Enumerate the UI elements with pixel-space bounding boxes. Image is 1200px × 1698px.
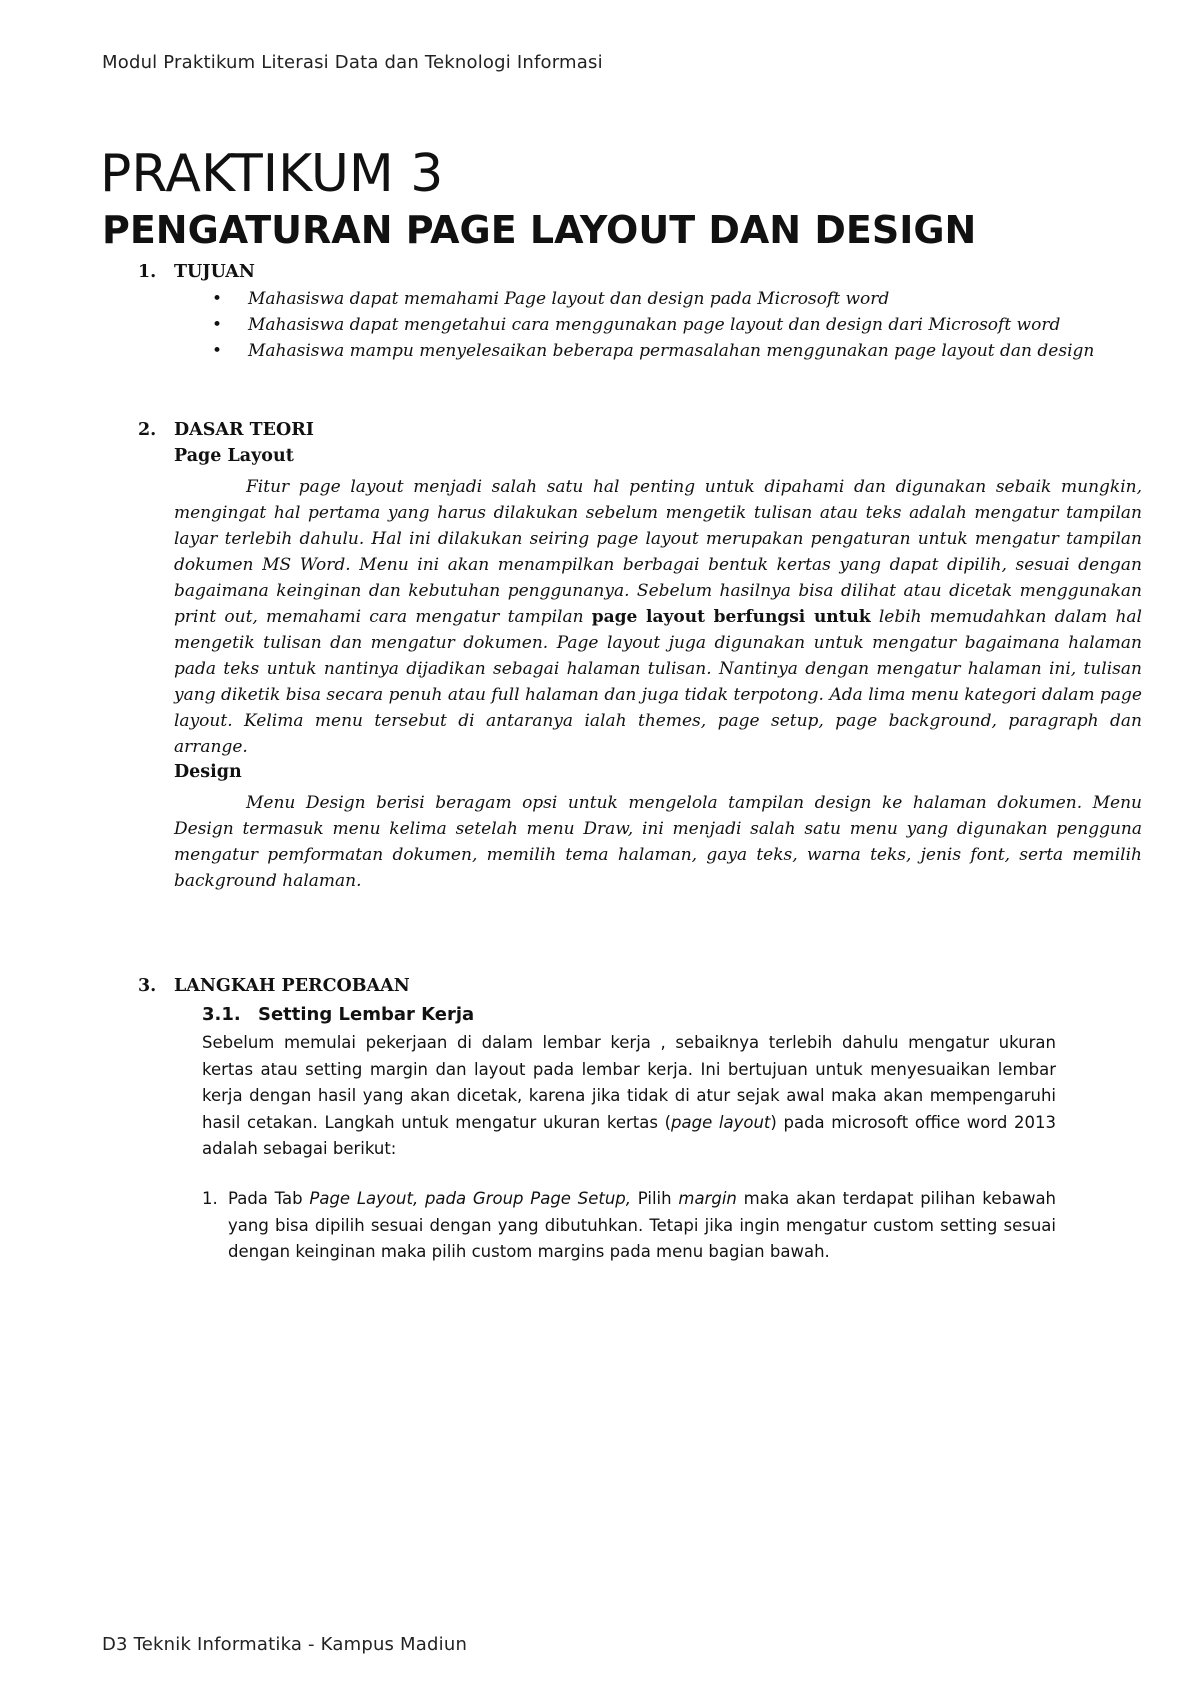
paragraph-page-layout: Fitur page layout menjadi salah satu hal penting untuk dipahami dan digunakan sebaik mungkin, mengingat hal pertama yang harus dilakukan sebelum mengetik tulisan atau teks adalah mengatur tampilan layar terlebih dahulu. Hal ini dilakukan seiring page layout merupakan pengaturan untuk mengatur tampilan dokumen MS Word. Menu ini akan menampilkan berbagai bentuk kertas yang dapat dipilih, sesuai dengan bagaimana keinginan dan kebutuhan penggunanya. Sebelum hasilnya bisa dilihat atau dicetak menggunakan print out, memahami cara mengatur tampilan page layout berfungsi untuk lebih memudahkan dalam hal mengetik tulisan dan mengatur dokumen. Page layout juga digunakan untuk mengatur bagaimana halaman pada teks untuk nantinya dijadikan sebagai halaman tulisan. Nantinya dengan mengatur halaman ini, tulisan yang diketik bisa secara penuh atau full halaman dan juga tidak terpotong. Ada lima menu kategori dalam page layout. Kelima menu tersebut di antaranya ialah themes, page setup, page background, paragraph dan arrange.	[174, 477, 1142, 757]
bullet-icon: •	[212, 315, 223, 335]
list-item: • Mahasiswa dapat mengetahui cara menggunakan page layout dan design dari Microsoft word	[174, 312, 1114, 338]
list-item: 1. Pada Tab Page Layout, pada Group Page Setup, Pilih margin maka akan terdapat pilihan kebawah yang bisa dipilih sesuai dengan yang dibutuhkan. Tetapi jika ingin mengatur custom setting sesuai dengan keinginan maka pilih custom margins pada menu bagian bawah.	[202, 1186, 1056, 1266]
page-header: Modul Praktikum Literasi Data dan Teknologi Informasi	[102, 52, 603, 73]
subsection-heading-setting	[202, 1004, 474, 1025]
section-title: LANGKAH PERCOBAAN	[174, 976, 410, 996]
section-title: TUJUAN	[174, 262, 255, 282]
page-subtitle: PENGATURAN PAGE LAYOUT DAN DESIGN	[102, 208, 977, 252]
tujuan-list	[174, 286, 1114, 364]
section-heading-dasar-teori	[138, 420, 314, 440]
section-heading-langkah	[138, 976, 410, 996]
bullet-icon: •	[212, 341, 223, 361]
list-item: • Mahasiswa mampu menyelesaikan beberapa permasalahan menggunakan page layout dan design	[174, 338, 1114, 364]
paragraph-setting-lembar-kerja: Sebelum memulai pekerjaan di dalam lembar kerja , sebaiknya terlebih dahulu mengatur ukuran kertas atau setting margin dan layout pada lembar kerja. Ini bertujuan untuk menyesuaikan lembar kerja dengan hasil yang akan dicetak, karena jika tidak di atur sejak awal maka akan mempengaruhi hasil cetakan. Langkah untuk mengatur ukuran kertas (page layout) pada microsoft office word 2013 adalah sebagai berikut:	[202, 1033, 1056, 1158]
steps-list	[202, 1186, 1056, 1266]
subsection-number: 3.1.	[202, 1004, 241, 1025]
section-title: DASAR TEORI	[174, 420, 314, 440]
step-number: 1.	[202, 1189, 218, 1208]
list-item: • Mahasiswa dapat memahami Page layout dan design pada Microsoft word	[174, 286, 1114, 312]
page-footer: D3 Teknik Informatika - Kampus Madiun	[102, 1634, 468, 1655]
paragraph-design: Menu Design berisi beragam opsi untuk mengelola tampilan design ke halaman dokumen. Menu Design termasuk menu kelima setelah menu Draw, ini menjadi salah satu menu yang digunakan pengguna mengatur pemformatan dokumen, memilih tema halaman, gaya teks, warna teks, jenis font, serta memilih background halaman.	[174, 793, 1142, 891]
subheading-design: Design	[174, 762, 242, 782]
subheading-page-layout: Page Layout	[174, 446, 294, 466]
section-number: 3.	[138, 976, 157, 996]
section-number: 2.	[138, 420, 157, 440]
page-title: PRAKTIKUM 3	[100, 144, 444, 204]
section-heading-tujuan	[138, 262, 255, 282]
section-number: 1.	[138, 262, 157, 282]
bullet-icon: •	[212, 289, 223, 309]
subsection-title: Setting Lembar Kerja	[258, 1004, 475, 1025]
